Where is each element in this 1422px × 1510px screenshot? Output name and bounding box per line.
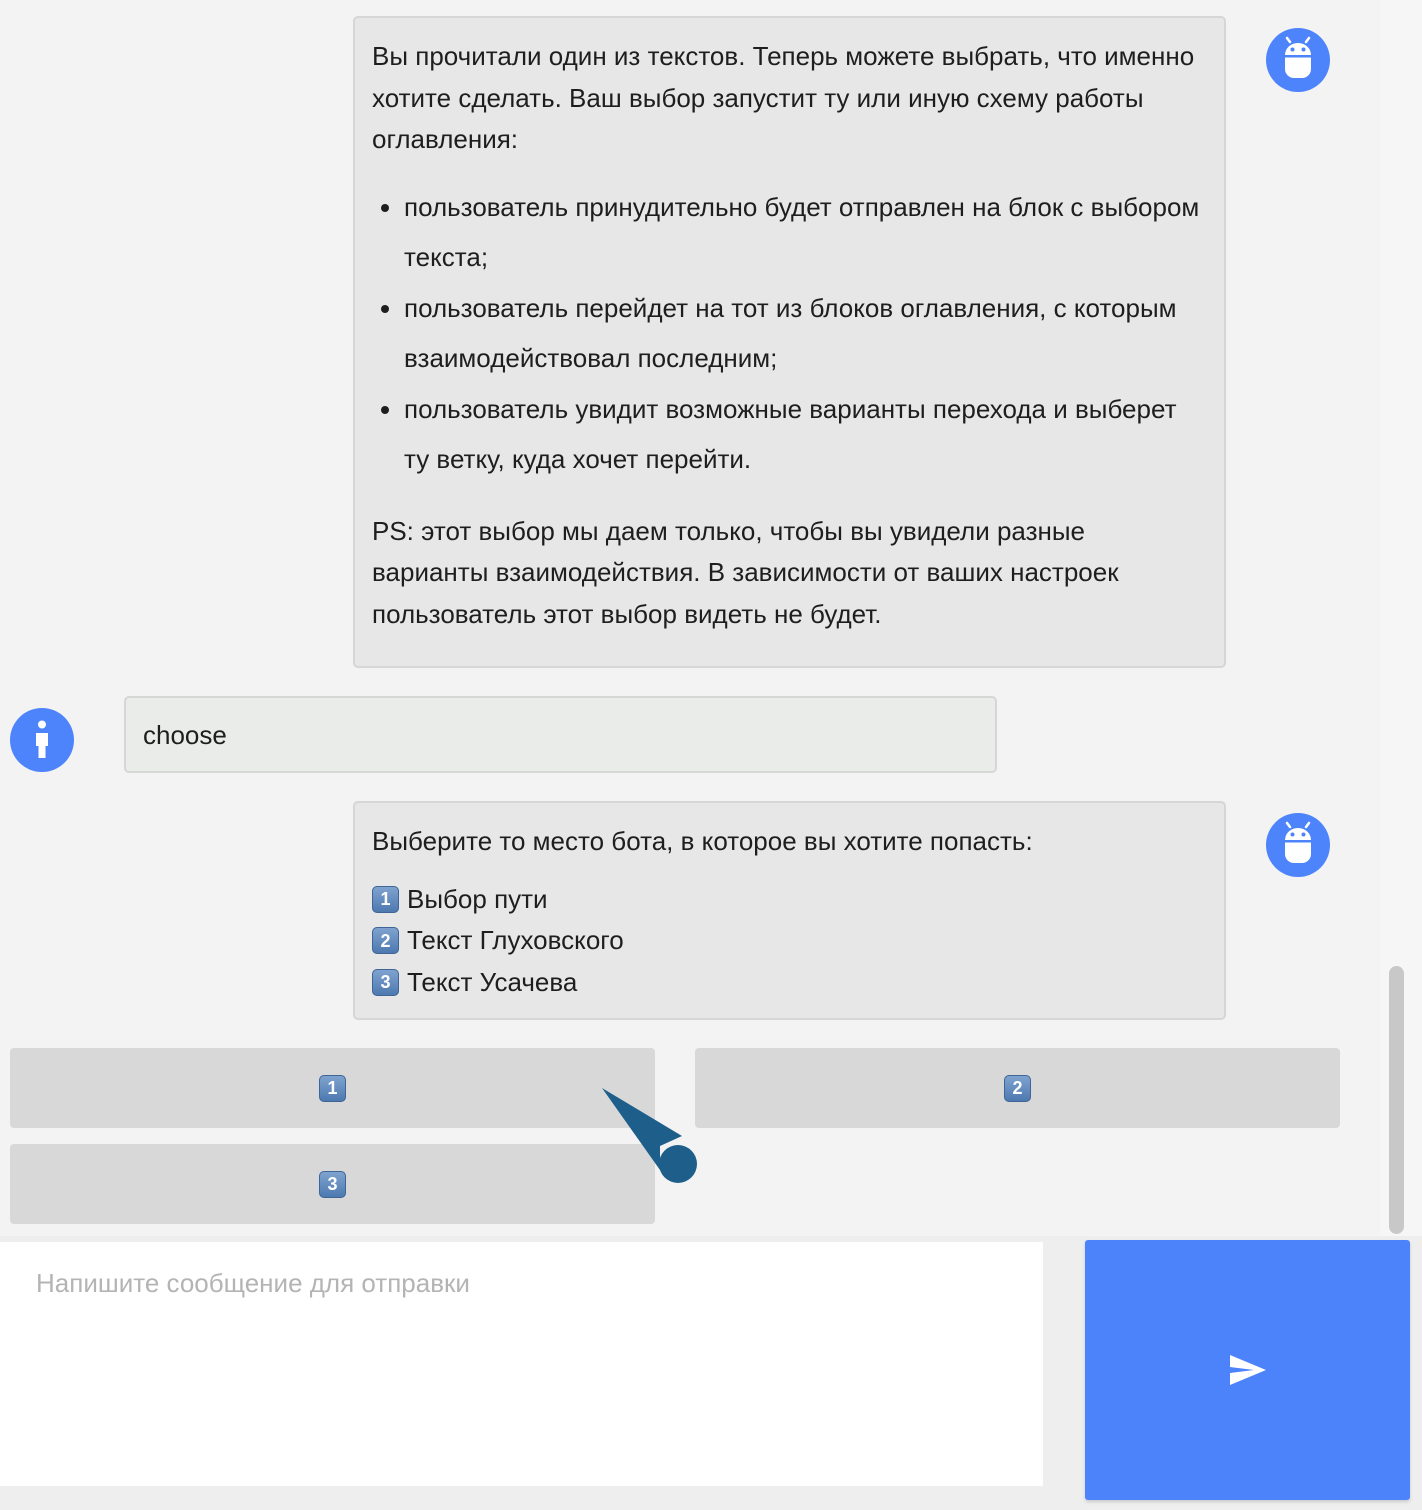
keycap-digit-icon: 1 bbox=[319, 1075, 346, 1102]
message-input[interactable] bbox=[0, 1242, 1043, 1486]
scrollbar-thumb[interactable] bbox=[1389, 966, 1404, 1234]
bot-message bbox=[353, 801, 1226, 1020]
choice-button-3[interactable] bbox=[10, 1144, 655, 1224]
android-robot-icon bbox=[1266, 813, 1330, 877]
android-robot-icon bbox=[1266, 28, 1330, 92]
person-icon bbox=[10, 708, 74, 772]
option-item bbox=[372, 879, 1206, 921]
option-item bbox=[372, 920, 1206, 962]
paper-plane-send-icon bbox=[1229, 1354, 1267, 1386]
keycap-digit-icon: 3 bbox=[319, 1171, 346, 1198]
user-message bbox=[124, 696, 997, 773]
mouse-pointer-icon bbox=[598, 1086, 702, 1190]
keycap-digit-icon: 1 bbox=[372, 886, 399, 913]
bot-message bbox=[353, 16, 1226, 668]
keycap-digit-icon: 2 bbox=[1004, 1075, 1031, 1102]
list-item: • пользователь принудительно будет отправлен на блок с выбором текста; bbox=[404, 182, 1206, 283]
option-item bbox=[372, 962, 1206, 1004]
bot-message-prompt: Выберите то место бота, в которое вы хотите попасть: bbox=[372, 826, 1033, 856]
option-label: Текст Глуховского bbox=[407, 925, 624, 955]
choice-button-1[interactable] bbox=[10, 1048, 655, 1128]
option-label: Текст Усачева bbox=[407, 966, 578, 997]
bot-message-list bbox=[372, 182, 1206, 485]
user-message-text: choose bbox=[143, 720, 227, 750]
send-button[interactable] bbox=[1085, 1240, 1410, 1500]
bot-message-intro: Вы прочитали один из текстов. Теперь можете выбрать, что именно хотите сделать. Ваш выбор запустит ту или иную схему работы оглавления: bbox=[372, 41, 1195, 154]
list-item: • пользователь увидит возможные варианты перехода и выберет ту ветку, куда хочет перейти. bbox=[404, 384, 1206, 485]
keycap-digit-icon: 3 bbox=[372, 969, 399, 996]
list-item: • пользователь перейдет на тот из блоков оглавления, с которым взаимодействовал последним; bbox=[404, 283, 1206, 384]
option-label: Выбор пути bbox=[407, 883, 548, 914]
choice-button-2[interactable] bbox=[695, 1048, 1340, 1128]
option-list bbox=[372, 879, 1206, 1004]
bot-message-ps: PS: этот выбор мы даем только, чтобы вы увидели разные варианты взаимодействия. В зависимости от ваших настроек пользователь этот выбор видеть не будет. bbox=[372, 515, 1119, 629]
keycap-digit-icon: 2 bbox=[372, 927, 399, 954]
